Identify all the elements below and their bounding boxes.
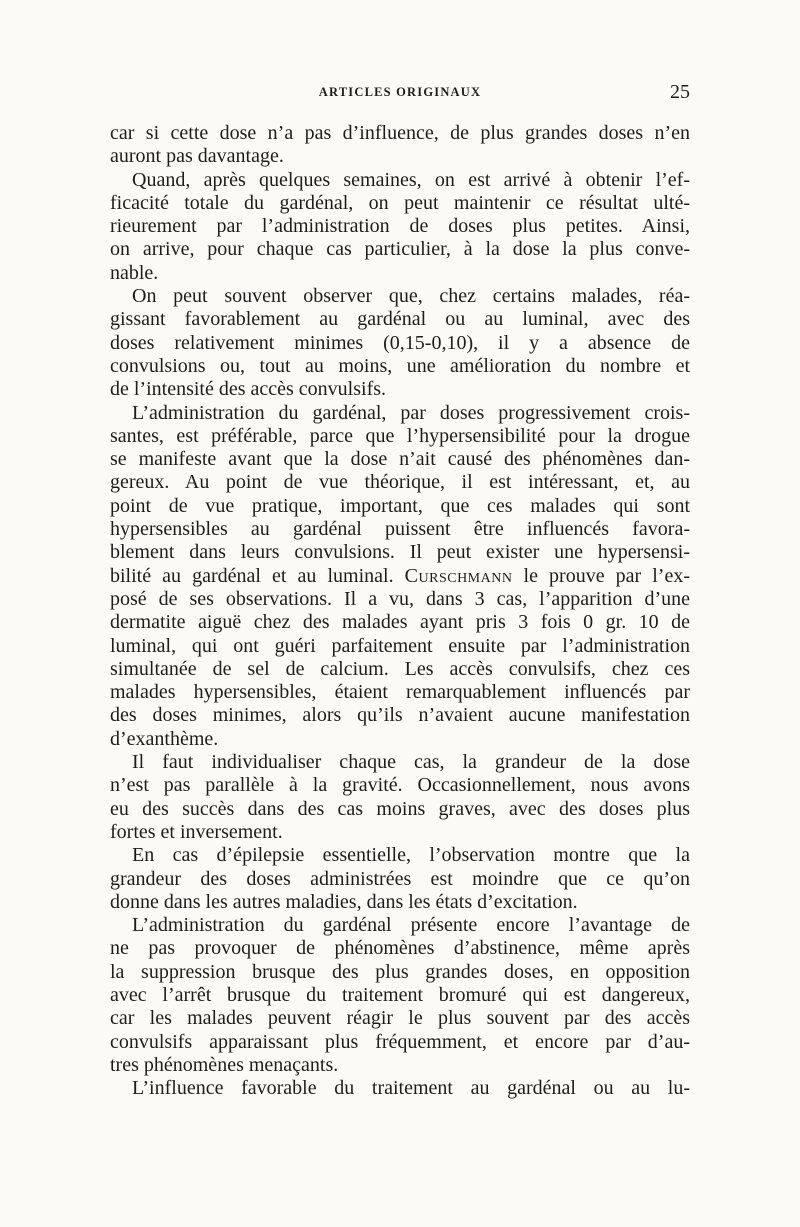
text-line: eu des succès dans des cas moins graves, avec des doses plus <box>110 797 690 820</box>
text-line: En cas d’épilepsie essentielle, l’observation montre que la <box>132 844 690 867</box>
text-line: hypersensibles au gardénal puissent être influencés favora- <box>110 518 690 541</box>
page-number: 25 <box>670 81 690 103</box>
text-line: la suppression brusque des plus grandes doses, en opposition <box>110 960 690 983</box>
text-line: santes, est préférable, parce que l’hypersensibilité pour la drogue <box>110 424 690 447</box>
text-line: ne pas provoquer de phénomènes d’abstinence, même après <box>110 937 690 960</box>
text-line: convulsifs apparaissant plus fréquemment, et encore par d’au- <box>110 1030 690 1053</box>
text-line: gereux. Au point de vue théorique, il est intéressant, et, au <box>110 471 690 494</box>
text-line: doses relativement minimes (0,15-0,10), il y a absence de <box>110 331 690 354</box>
author-name: Curschmann <box>404 564 513 587</box>
text-line: gissant favorablement au gardénal ou au luminal, avec des <box>110 308 690 331</box>
text-line: grandeur des doses administrées est moindre que ce qu’on <box>110 867 690 890</box>
text-line: luminal, qui ont guéri parfaitement ensuite par l’administration <box>110 634 690 657</box>
text-line: L’influence favorable du traitement au gardénal ou au lu- <box>132 1077 690 1100</box>
text-line: fortes et inversement. <box>110 820 283 843</box>
text-line: convulsions ou, tout au moins, une amélioration du nombre et <box>110 354 690 377</box>
text-line: point de vue pratique, important, que ces malades qui sont <box>110 494 690 517</box>
running-title: ARTICLES ORIGINAUX <box>318 85 482 99</box>
line-text: le prouve par l’ex- <box>512 564 690 587</box>
text-line: de l’intensité des accès convulsifs. <box>110 378 387 401</box>
text-line: car les malades peuvent réagir le plus souvent par des accès <box>110 1007 690 1030</box>
text-line: L’administration du gardénal présente encore l’avantage de <box>132 914 690 937</box>
text-line: L’administration du gardénal, par doses progressivement crois- <box>132 401 690 424</box>
text-line-with-author <box>110 565 690 588</box>
text-line: nable. <box>110 261 159 284</box>
text-line: tres phénomènes menaçants. <box>110 1053 339 1076</box>
text-line: se manifeste avant que la dose n’ait causé des phénomènes dan- <box>110 448 690 471</box>
text-line: d’exanthème. <box>110 727 219 750</box>
text-line: rieurement par l’administration de doses plus petites. Ainsi, <box>110 215 690 238</box>
text-line: malades hypersensibles, étaient remarquablement influencés par <box>110 681 690 704</box>
text-line: On peut souvent observer que, chez certains malades, réa- <box>132 285 690 308</box>
text-line: car si cette dose n’a pas d’influence, de plus grandes doses n’en <box>110 122 690 144</box>
text-line: n’est pas parallèle à la gravité. Occasionnellement, nous avons <box>110 774 690 797</box>
text-line: ficacité totale du gardénal, on peut maintenir ce résultat ulté- <box>110 191 690 214</box>
text-line: avec l’arrêt brusque du traitement bromuré qui est dangereux, <box>110 983 690 1006</box>
text-line: des doses minimes, alors qu’ils n’avaient aucune manifestation <box>110 704 690 727</box>
body-text <box>110 122 690 1100</box>
text-line: auront pas davantage. <box>110 145 284 168</box>
text-line: blement dans leurs convulsions. Il peut exister une hypersensi- <box>110 541 690 564</box>
text-line: posé de ses observations. Il a vu, dans 3 cas, l’apparition d’une <box>110 587 690 610</box>
text-line: dermatite aiguë chez des malades ayant pris 3 fois 0 gr. 10 de <box>110 611 690 634</box>
text-line: on arrive, pour chaque cas particulier, à la dose la plus conve- <box>110 238 690 261</box>
text-line: Quand, après quelques semaines, on est arrivé à obtenir l’ef- <box>132 168 690 191</box>
line-text: bilité au gardénal et au luminal. <box>110 564 394 587</box>
running-head <box>110 81 690 107</box>
text-line: donne dans les autres maladies, dans les états d’excitation. <box>110 890 578 913</box>
text-line: Il faut individualiser chaque cas, la grandeur de la dose <box>132 751 690 774</box>
text-line: simultanée de sel de calcium. Les accès convulsifs, chez ces <box>110 657 690 680</box>
